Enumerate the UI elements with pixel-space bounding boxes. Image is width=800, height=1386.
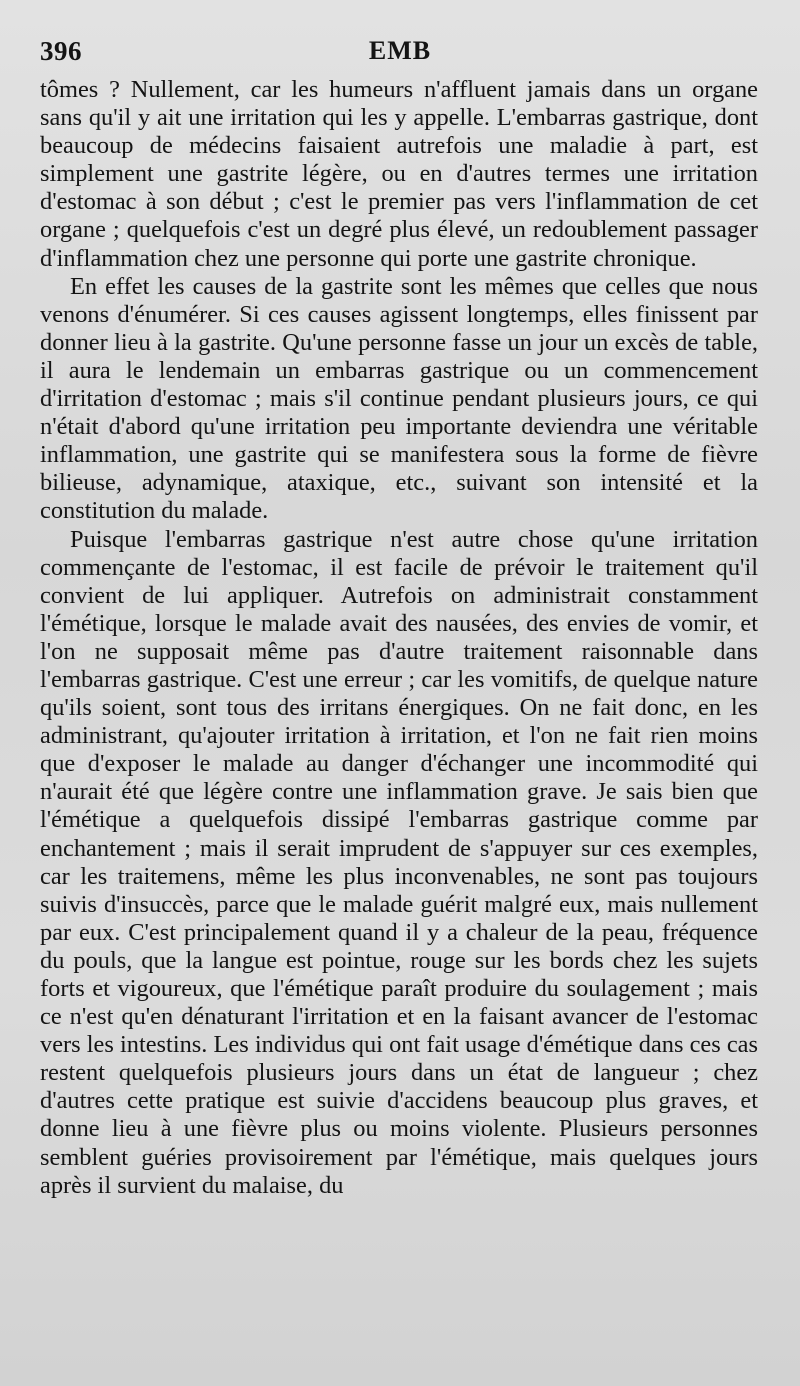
- paragraph-continuation: tômes ? Nullement, car les humeurs n'affluent jamais dans un organe sans qu'il y ait une irritation qui les y appelle. L'embarras gastrique, dont beaucoup de médecins faisaient autrefois une maladie à part, est simplement une gastrite légère, ou en d'autres termes une irritation d'estomac à son début ; c'est le premier pas vers l'inflammation de cet organe ; quelquefois c'est un degré plus élevé, un redoublement passager d'inflammation chez une personne qui porte une gastrite chronique.: [40, 76, 758, 272]
- running-head: EMB: [368, 36, 432, 65]
- page-number: 396: [40, 36, 82, 66]
- paragraph-causes: En effet les causes de la gastrite sont les mêmes que celles que nous venons d'énumérer. Si ces causes agissent longtemps, elles finissent par donner lieu à la gastrite. Qu'une personne fasse un jour un excès de table, il aura le lendemain un embarras gastrique ou un commencement d'irritation d'estomac ; mais s'il continue pendant plusieurs jours, ce qui n'était d'abord qu'une irritation peu importante deviendra une véritable inflammation, une gastrite qui se manifestera sous la forme de fièvre bilieuse, adynamique, ataxique, etc., suivant son intensité et la constitution du malade.: [40, 272, 758, 525]
- paragraph-treatment: Puisque l'embarras gastrique n'est autre chose qu'une irritation commençante de l'estomac, il est facile de prévoir le traitement qu'il convient de lui appliquer. Autrefois on administrait constamment l'émétique, lorsque le malade avait des nausées, des envies de vomir, et l'on ne supposait même pas d'autre traitement raisonnable dans l'embarras gastrique. C'est une erreur ; car les vomitifs, de quelque nature qu'ils soient, sont tous des irritans énergiques. On ne fait donc, en les administrant, qu'ajouter irritation à irritation, et l'on ne fait rien moins que d'exposer le malade au danger d'échanger une incommodité qui n'aurait été que légère contre une inflammation grave. Je sais bien que l'émétique a quelquefois dissipé l'embarras gastrique comme par enchantement ; mais il serait imprudent de s'appuyer sur ces exemples, car les traitemens, même les plus inconvenables, ne sont pas toujours suivis d'insuccès, parce que le malade guérit malgré eux, mais nullement par eux. C'est principalement quand il y a chaleur de la peau, fréquence du pouls, que la langue est pointue, rouge sur les bords chez les sujets forts et vigoureux, que l'émétique paraît produire du soulagement ; mais ce n'est qu'en dénaturant l'irritation et en la faisant avancer de l'estomac vers les intestins. Les individus qui ont fait usage d'émétique dans ces cas restent quelquefois plusieurs jours dans un état de langueur ; chez d'autres cette pratique est suivie d'accidens beaucoup plus graves, et donne lieu à une fièvre plus ou moins violente. Plusieurs personnes semblent guéries provisoirement par l'émétique, mais quelques jours après il survient du malaise, du: [40, 525, 758, 1199]
- body-text: [40, 76, 758, 1200]
